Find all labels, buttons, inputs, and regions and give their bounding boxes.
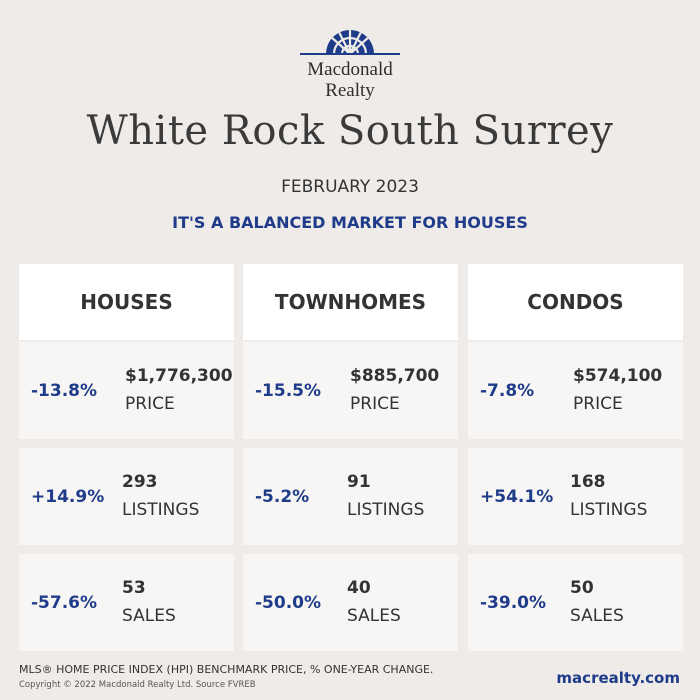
townhomes-sales-change: -50.0% xyxy=(255,592,322,613)
townhomes-price-value: $885,700 xyxy=(350,366,440,386)
brand-name-line1: Macdonald xyxy=(307,59,393,80)
townhomes-listings-value: 91 xyxy=(347,472,371,492)
sunrise-logo-icon xyxy=(300,26,400,56)
houses-sales-label: SALES xyxy=(122,606,176,626)
townhomes-price-label: PRICE xyxy=(350,394,400,414)
condos-listings-change: +54.1% xyxy=(480,486,554,507)
houses-price-value: $1,776,300 xyxy=(125,366,233,386)
houses-price-card xyxy=(19,342,234,439)
townhomes-heading: TOWNHOMES xyxy=(243,264,458,340)
brand-logo xyxy=(0,26,700,101)
townhomes-price-card xyxy=(243,342,458,439)
townhomes-sales-value: 40 xyxy=(347,578,371,598)
houses-listings-value: 293 xyxy=(122,472,158,492)
condos-heading: CONDOS xyxy=(468,264,683,340)
brand-name-line2: Realty xyxy=(325,80,375,101)
townhomes-listings-card xyxy=(243,448,458,545)
condos-sales-value: 50 xyxy=(570,578,594,598)
townhomes-listings-label: LISTINGS xyxy=(347,500,425,520)
condos-price-card xyxy=(468,342,683,439)
period-label: FEBRUARY 2023 xyxy=(281,177,419,197)
condos-sales-change: -39.0% xyxy=(480,592,547,613)
houses-column xyxy=(19,264,234,340)
houses-listings-change: +14.9% xyxy=(31,486,105,507)
townhomes-price-change: -15.5% xyxy=(255,380,322,401)
website-link[interactable]: macrealty.com xyxy=(556,669,680,687)
houses-listings-label: LISTINGS xyxy=(122,500,200,520)
condos-sales-card xyxy=(468,554,683,651)
condos-column xyxy=(468,264,683,340)
townhomes-sales-label: SALES xyxy=(347,606,401,626)
market-headline: IT'S A BALANCED MARKET FOR HOUSES xyxy=(172,213,528,232)
methodology-note: MLS® HOME PRICE INDEX (HPI) BENCHMARK PRICE, % ONE-YEAR CHANGE. xyxy=(19,663,434,676)
condos-price-label: PRICE xyxy=(573,394,623,414)
townhomes-sales-card xyxy=(243,554,458,651)
houses-sales-change: -57.6% xyxy=(31,592,98,613)
houses-sales-value: 53 xyxy=(122,578,146,598)
condos-price-value: $574,100 xyxy=(573,366,663,386)
condos-listings-card xyxy=(468,448,683,545)
copyright-notice: Copyright © 2022 Macdonald Realty Ltd. Source FVREB xyxy=(19,680,256,690)
condos-sales-label: SALES xyxy=(570,606,624,626)
condos-price-change: -7.8% xyxy=(480,380,535,401)
houses-price-label: PRICE xyxy=(125,394,175,414)
townhomes-listings-change: -5.2% xyxy=(255,486,310,507)
houses-listings-card xyxy=(19,448,234,545)
houses-sales-card xyxy=(19,554,234,651)
page-title: White Rock South Surrey xyxy=(86,108,614,154)
condos-listings-label: LISTINGS xyxy=(570,500,648,520)
houses-price-change: -13.8% xyxy=(31,380,98,401)
condos-listings-value: 168 xyxy=(570,472,606,492)
townhomes-column xyxy=(243,264,458,340)
houses-heading: HOUSES xyxy=(19,264,234,340)
